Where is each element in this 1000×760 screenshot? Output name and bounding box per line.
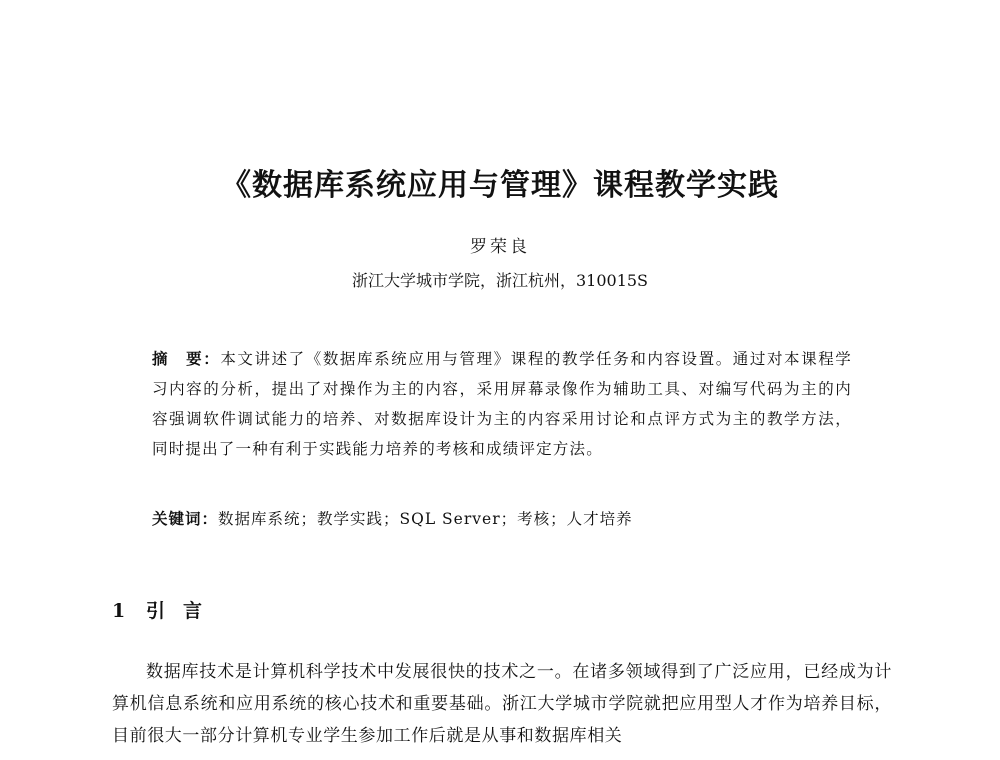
paper-title: 《数据库系统应用与管理》课程教学实践 xyxy=(221,168,779,203)
keywords-label: 关键词： xyxy=(152,510,219,528)
keywords-block xyxy=(152,506,852,532)
section-paragraph: 数据库技术是计算机科学技术中发展很快的技术之一。在诸多领域得到了广泛应用，已经成为计算机信息系统和应用系统的核心技术和重要基础。浙江大学城市学院就把应用型人才作为培养目标，目前很大一部分计算机专业学生参加工作后就是从事和数据库相关 xyxy=(112,662,892,746)
author-affiliation: 浙江大学城市学院，浙江杭州，310015S xyxy=(351,271,649,290)
section-title: 引言 xyxy=(146,600,221,622)
section-number: 1 xyxy=(112,600,126,622)
section-heading xyxy=(112,598,220,624)
author-name: 罗荣良 xyxy=(470,237,530,257)
abstract-block xyxy=(152,344,852,464)
abstract-text: 本文讲述了《数据库系统应用与管理》课程的教学任务和内容设置。通过对本课程学习内容的分析，提出了对操作为主的内容，采用屏幕录像作为辅助工具、对编写代码为主的内容强调软件调试能力的培养、对数据库设计为主的内容采用讨论和点评方式为主的教学方法，同时提出了一种有利于实践能力培养的考核和成绩评定方法。 xyxy=(152,350,852,458)
abstract-label: 摘 要： xyxy=(152,350,221,368)
keywords-text: 数据库系统；教学实践；SQL Server；考核；人才培养 xyxy=(218,510,633,528)
